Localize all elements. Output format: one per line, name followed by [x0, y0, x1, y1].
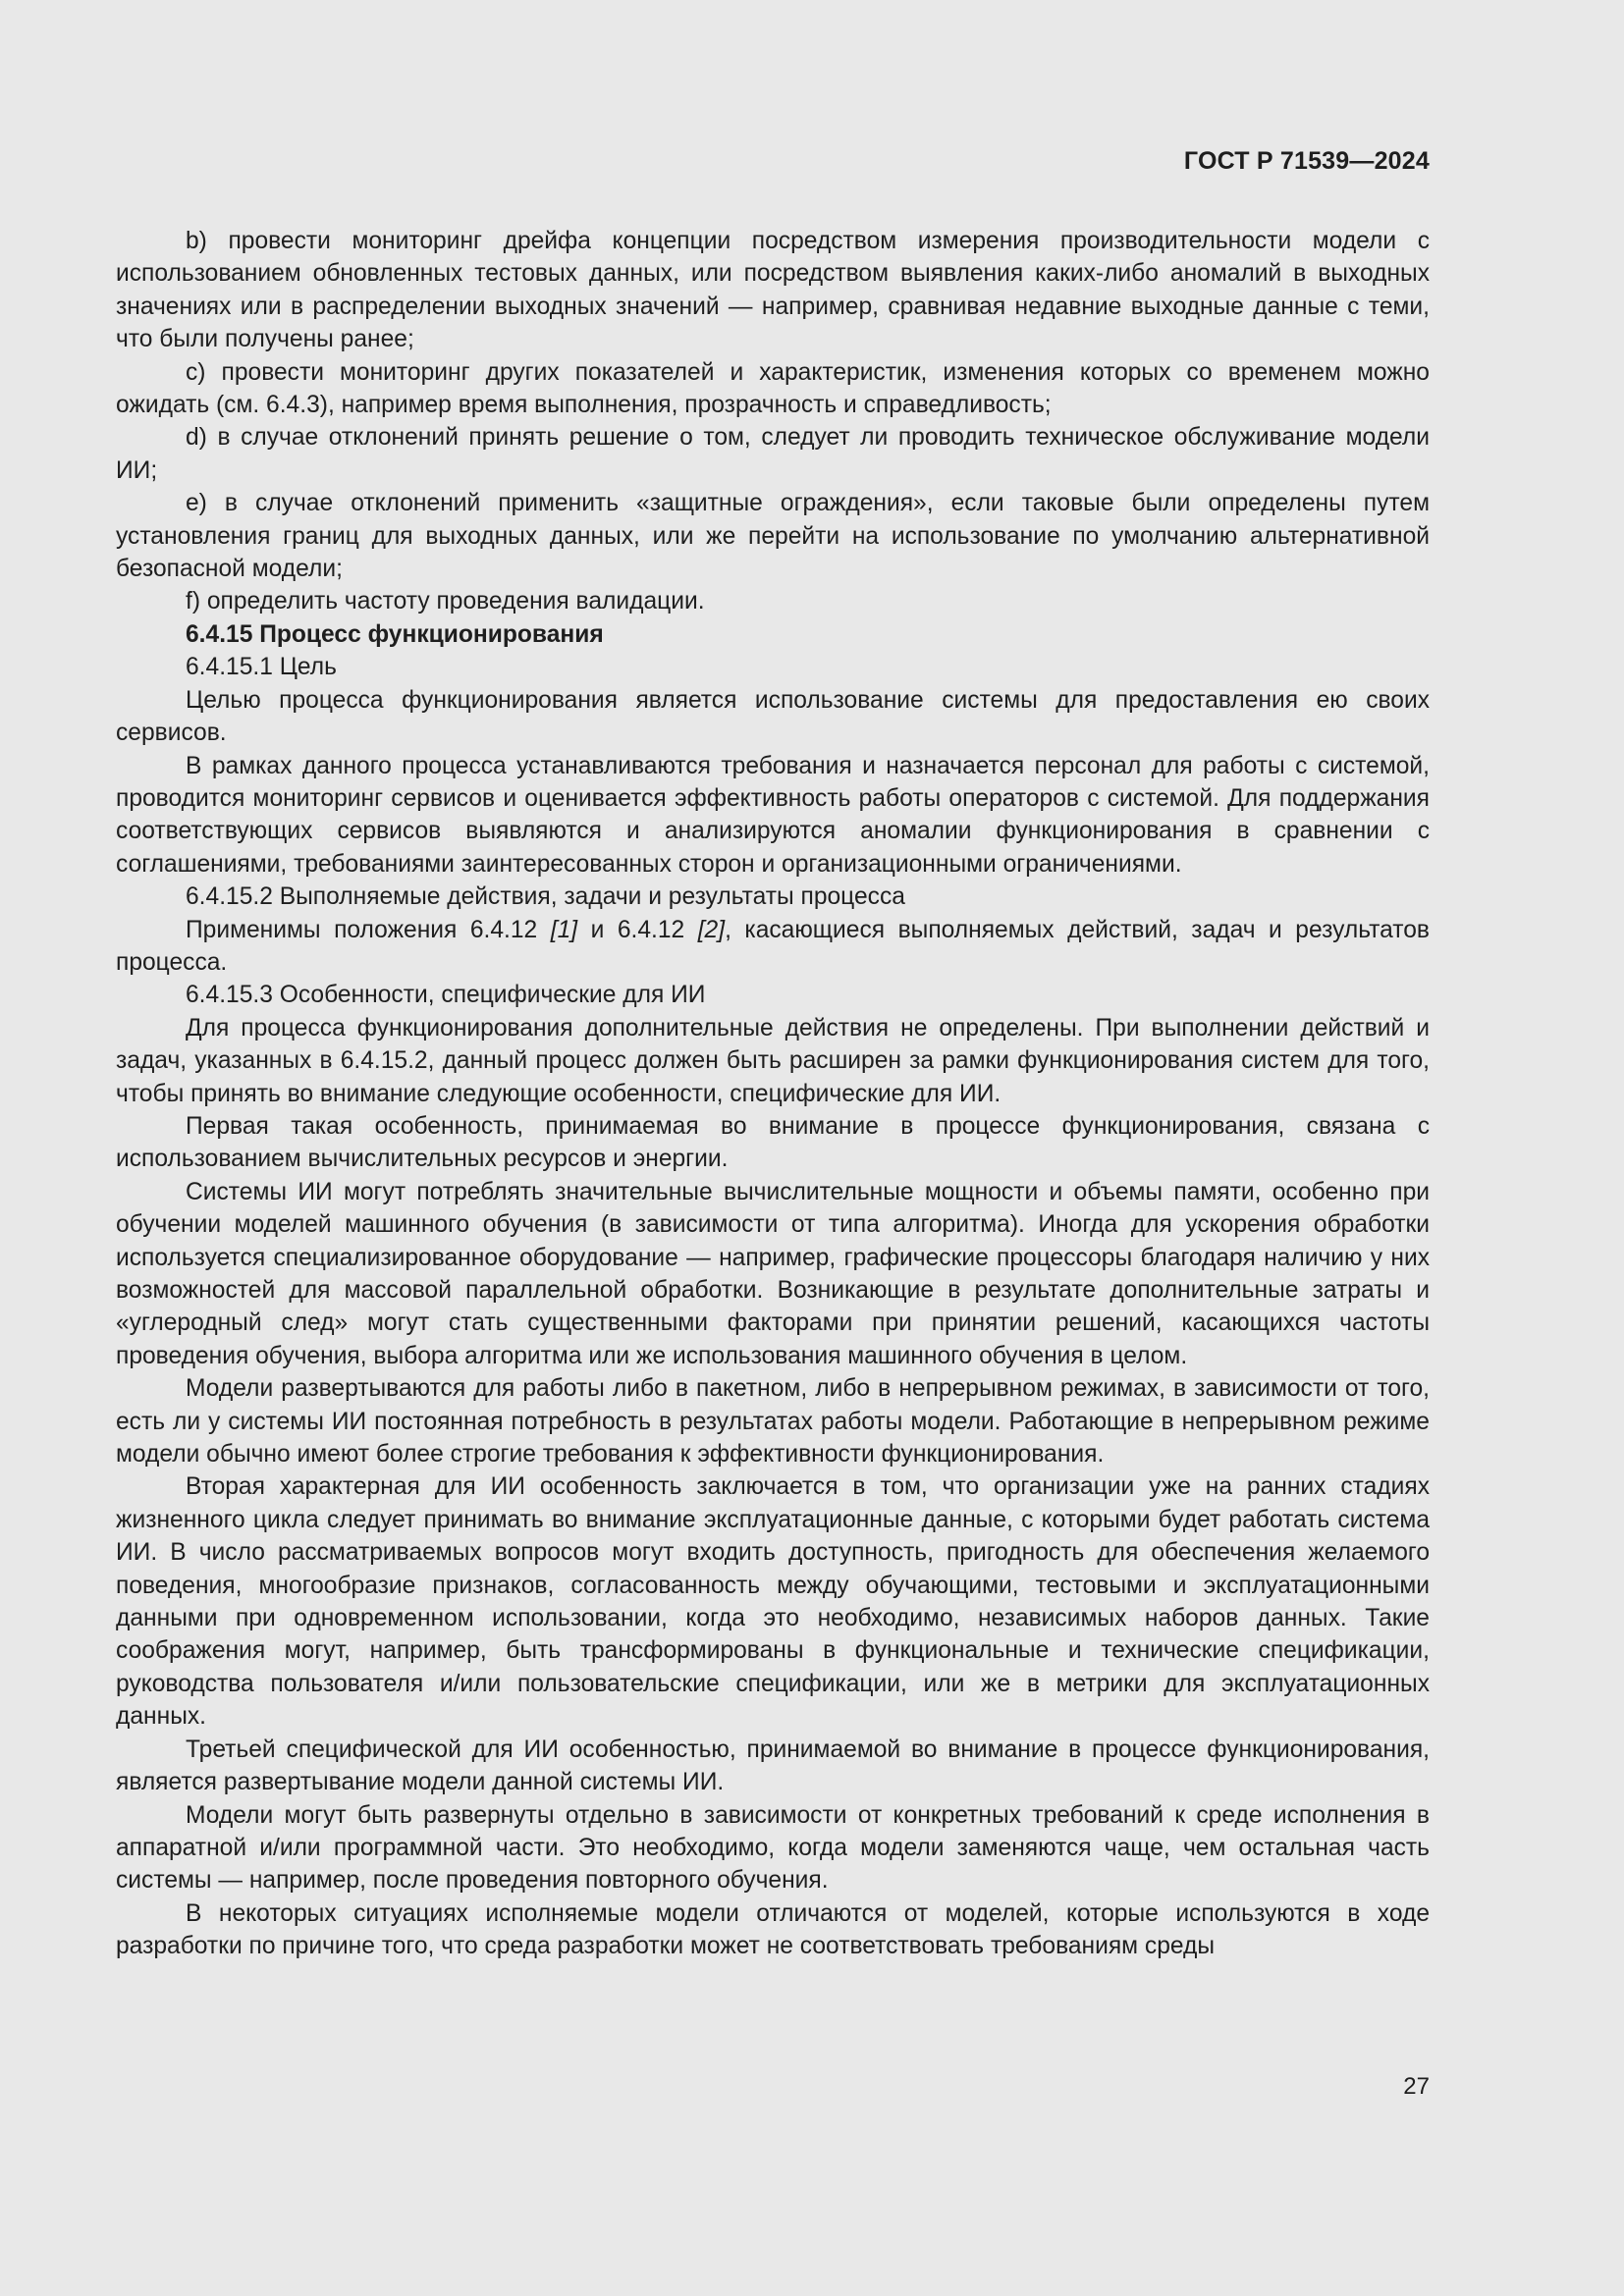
paragraph: d) в случае отклонений принять решение о том, следует ли проводить техническое обслуживание модели ИИ; [116, 424, 1430, 484]
paragraph: Системы ИИ могут потреблять значительные вычислительные мощности и объемы памяти, особенно при обучении моделей машинного обучения (в зависимости от типа алгоритма). Иногда для ускорения обработки используется специализированное оборудование — например, графические процессоры благодаря наличию у них возможностей для массовой параллельной обработки. Возникающие в результате дополнительные затраты и «углеродный след» могут стать существенными факторами при принятии решений, касающихся частоты проведения обучения, выбора алгоритма или же использования машинного обучения в целом. [116, 1178, 1430, 1369]
subsection-title: 6.4.15.3 Особенности, специфические для ИИ [186, 982, 706, 1009]
reference-1: [1] [550, 916, 578, 943]
paragraph: Модели могут быть развернуты отдельно в зависимости от конкретных требований к среде исполнения в аппаратной и/или программной части. Это необходимо, когда модели заменяются чаще, чем остальная часть системы — например, после проведения повторного обучения. [116, 1801, 1430, 1895]
paragraph-with-references [116, 914, 1430, 980]
document-header: ГОСТ Р 71539—2024 [1183, 147, 1430, 175]
reference-2: [2] [697, 916, 726, 943]
paragraph: Для процесса функционирования дополнительные действия не определены. При выполнении действий и задач, указанных в 6.4.15.2, данный процесс должен быть расширен за рамки функционирования систем для того, чтобы принять во внимание следующие особенности, специфические для ИИ. [116, 1014, 1430, 1107]
section-heading: 6.4.15 Процесс функционирования [186, 620, 604, 648]
paragraph: f) определить частоту проведения валидации. [186, 588, 705, 615]
paragraph: Модели развертываются для работы либо в пакетном, либо в непрерывном режимах, в зависимости от того, есть ли у системы ИИ постоянная потребность в результатах работы модели. Работающие в непрерывном режиме модели обычно имеют более строгие требования к эффективности функционирования. [116, 1375, 1430, 1468]
subsection-title: 6.4.15.1 Цель [186, 654, 337, 681]
paragraph: В некоторых ситуациях исполняемые модели отличаются от моделей, которые используются в ходе разработки по причине того, что среда разработки может не соответствовать требованиям среды [116, 1899, 1430, 1960]
text-span: и 6.4.12 [577, 916, 698, 943]
paragraph: Первая такая особенность, принимаемая во внимание в процессе функционирования, связана с использованием вычислительных ресурсов и энергии. [116, 1112, 1430, 1173]
paragraph: Третьей специфической для ИИ особенностью, принимаемой во внимание в процессе функционирования, является развертывание модели данной системы ИИ. [116, 1735, 1430, 1796]
text-span: , касающиеся выполняемых действий, задач и результатов процесса. [116, 916, 1430, 976]
document-body [116, 225, 1430, 1963]
subsection-title: 6.4.15.2 Выполняемые действия, задачи и результаты процесса [186, 883, 905, 911]
paragraph: e) в случае отклонений применить «защитные ограждения», если таковые были определены путем установления границ для выходных данных, или же перейти на использование по умолчанию альтернативной безопасной модели; [116, 490, 1430, 583]
paragraph: Вторая характерная для ИИ особенность заключается в том, что организации уже на ранних стадиях жизненного цикла следует принимать во внимание эксплуатационные данные, с которыми будет работать система ИИ. В число рассматриваемых вопросов могут входить доступность, пригодность для обеспечения желаемого поведения, многообразие признаков, согласованность между обучающими, тестовыми и эксплуатационными данными при одновременном использовании, когда это необходимо, независимых наборов данных. Такие соображения могут, например, быть трансформированы в функциональные и технические спецификации, руководства пользователя и/или пользовательские спецификации, или же в метрики для эксплуатационных данных. [116, 1473, 1430, 1731]
paragraph: В рамках данного процесса устанавливаются требования и назначается персонал для работы с системой, проводится мониторинг сервисов и оценивается эффективность работы операторов с системой. Для поддержания соответствующих сервисов выявляются и анализируются аномалии функционирования в сравнении с соглашениями, требованиями заинтересованных сторон и организационными ограничениями. [116, 752, 1430, 878]
paragraph: c) провести мониторинг других показателей и характеристик, изменения которых со временем можно ожидать (см. 6.4.3), например время выполнения, прозрачность и справедливость; [116, 358, 1430, 419]
paragraph: Целью процесса функционирования является использование системы для предоставления ею своих сервисов. [116, 686, 1430, 747]
text-span: Применимы положения 6.4.12 [186, 916, 551, 943]
paragraph: b) провести мониторинг дрейфа концепции посредством измерения производительности модели с использованием обновленных тестовых данных, или посредством выявления каких-либо аномалий в выходных значениях или в распределении выходных значений — например, сравнивая недавние выходные данные с теми, что были получены ранее; [116, 228, 1430, 353]
page-number: 27 [1403, 2073, 1430, 2100]
